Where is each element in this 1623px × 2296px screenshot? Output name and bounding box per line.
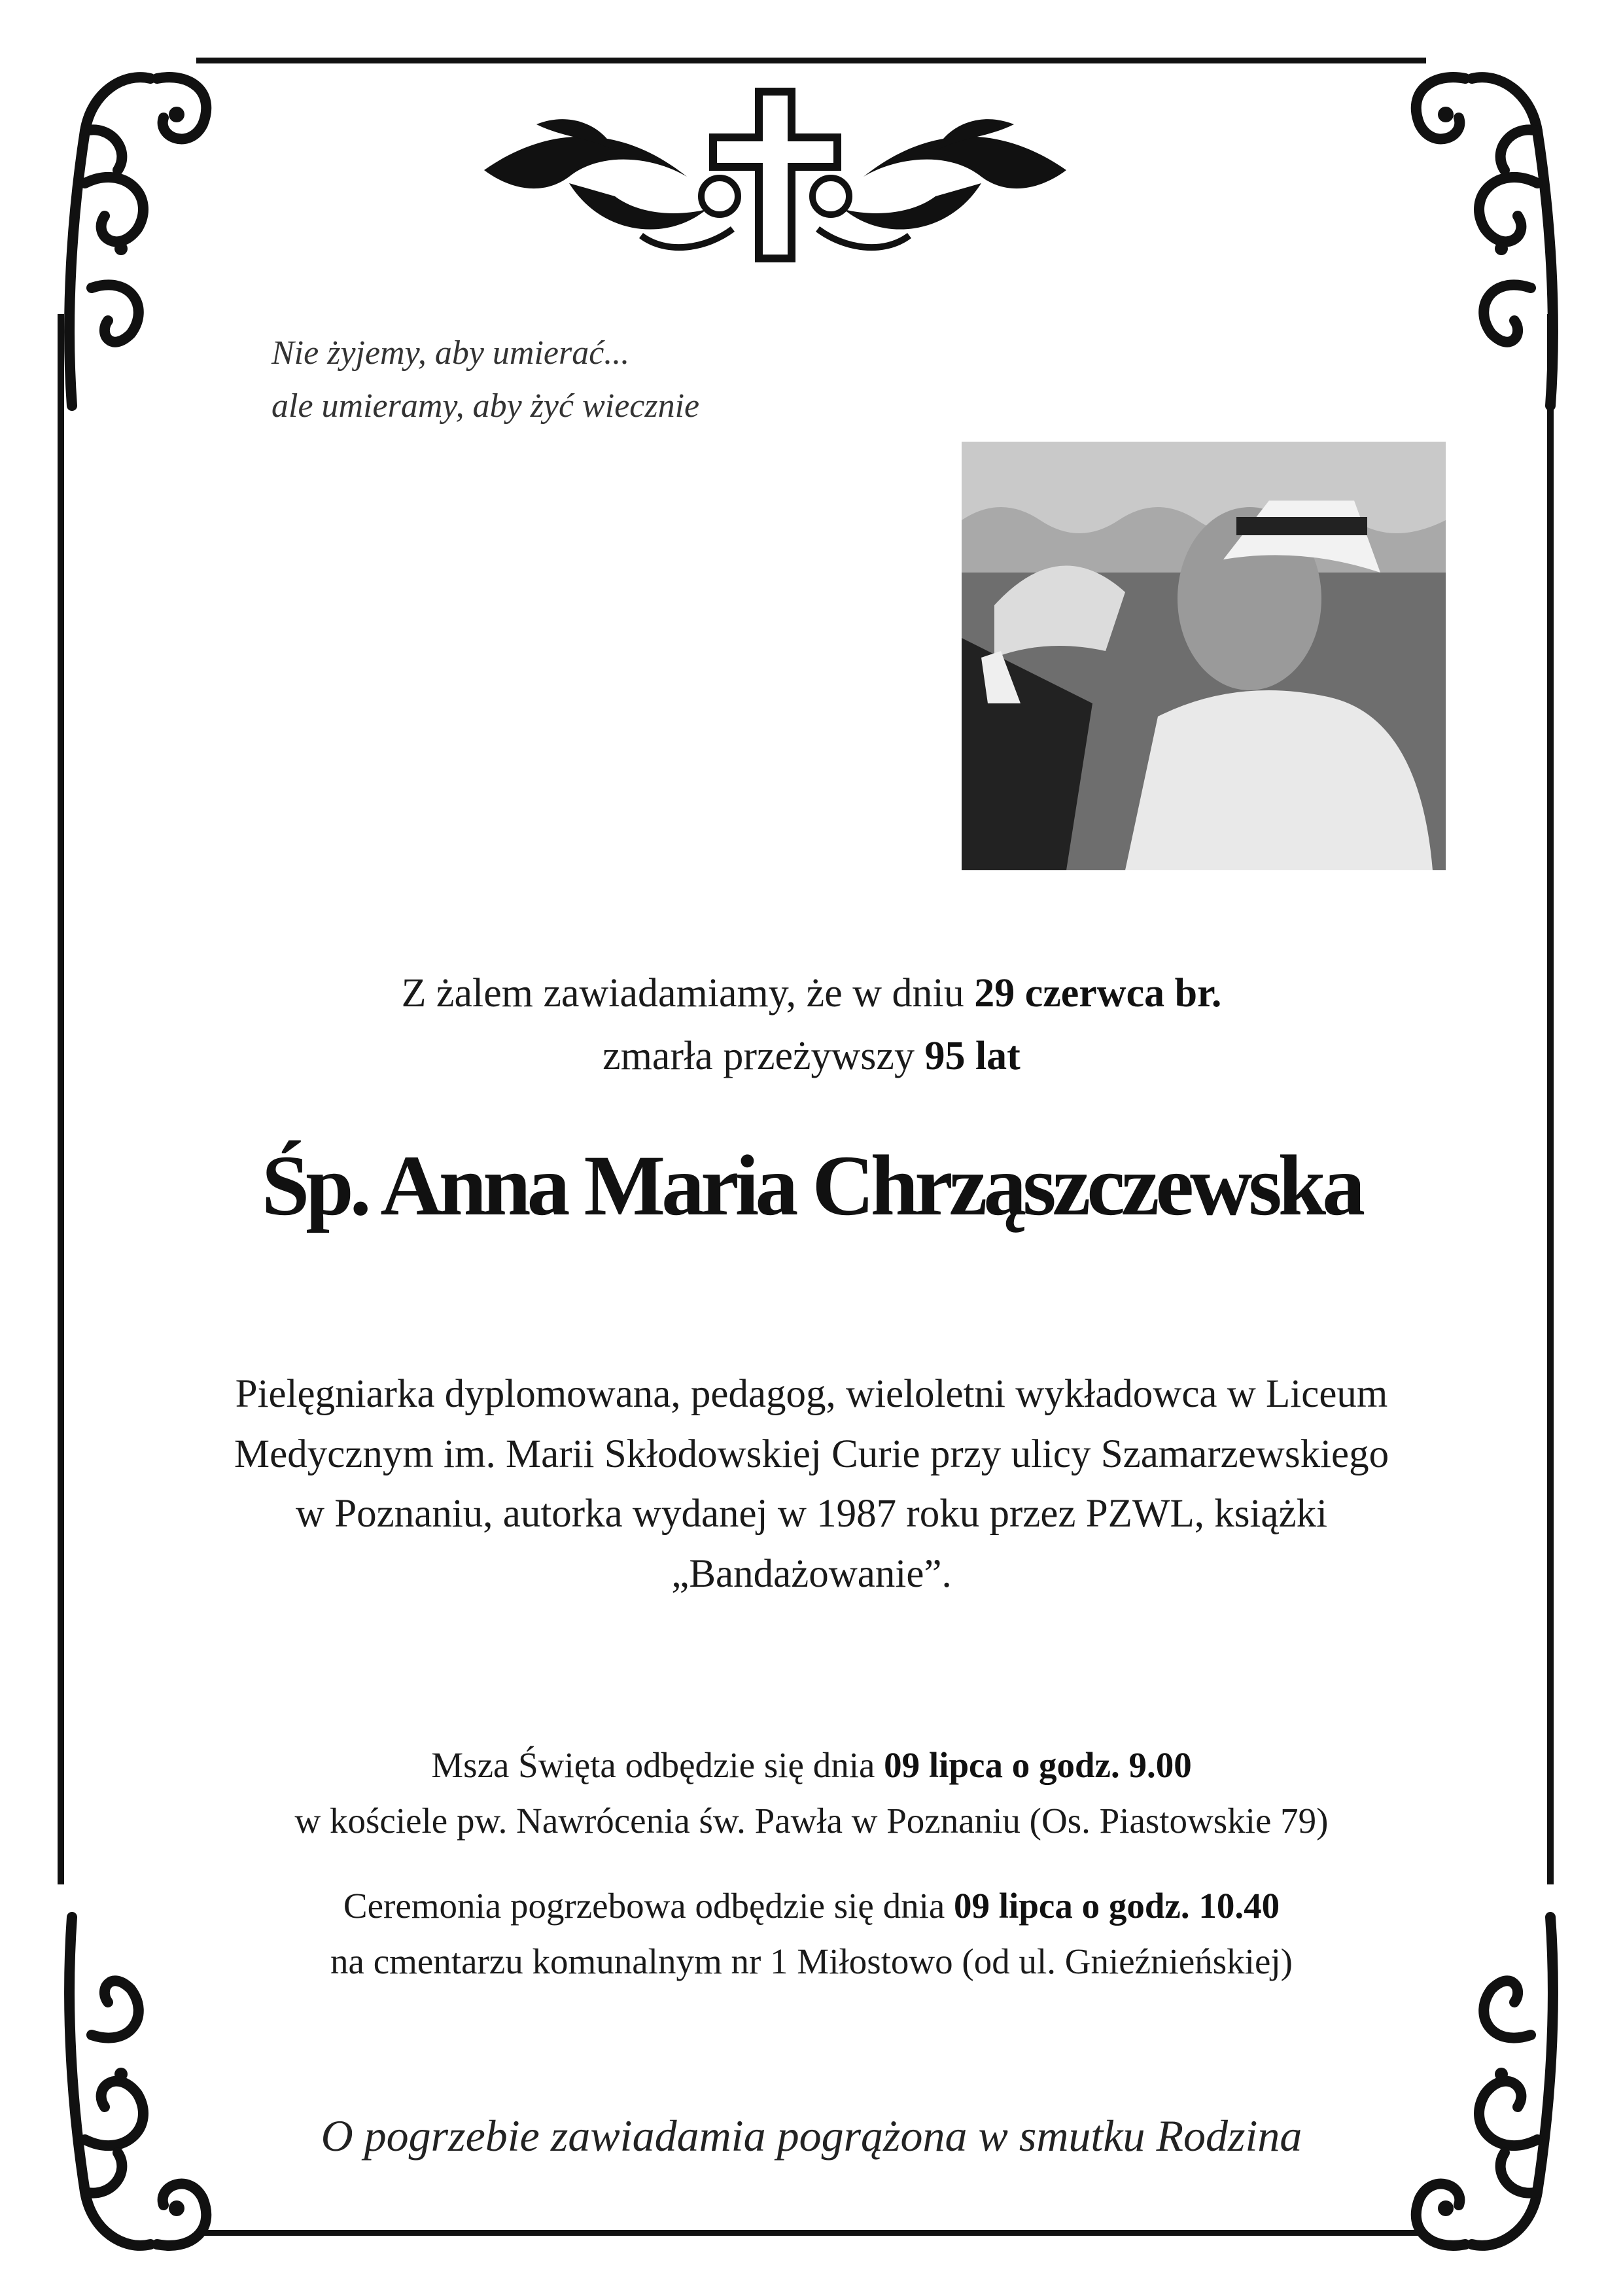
motto — [271, 327, 699, 433]
frame-top-border — [196, 58, 1426, 63]
death-notice — [0, 962, 1623, 1087]
bio-line: „Bandażowanie”. — [671, 1551, 952, 1596]
corner-ornament-icon — [46, 52, 242, 419]
bio-line: Pielęgniarka dyplomowana, pedagog, wieloletni wykładowca w Liceum — [235, 1372, 1388, 1416]
frame-left-border — [58, 314, 64, 1884]
biography — [0, 1364, 1623, 1604]
corner-ornament-icon — [1380, 52, 1577, 419]
deceased-name: Śp. Anna Maria Chrząszczewska — [261, 1137, 1362, 1233]
frame-right-border — [1547, 314, 1554, 1884]
ceremony-line — [0, 1878, 1623, 1934]
motto-line: Nie żyjemy, aby umierać... — [271, 334, 630, 372]
bio-line: Medycznym im. Marii Skłodowskiej Curie przy ulicy Szamarzewskiego — [234, 1432, 1389, 1476]
frame-bottom-border — [196, 2230, 1426, 2236]
notice-text: zmarła przeżywszy — [602, 1034, 925, 1079]
notice-text: Z żalem zawiadamiamy, że w dniu — [401, 971, 975, 1016]
notice-line — [0, 1025, 1623, 1087]
portrait-photo — [962, 442, 1446, 870]
mass-datetime: 09 lipca o godz. 9.00 — [884, 1745, 1192, 1785]
mass-text: Msza Święta odbędzie się dnia — [431, 1745, 884, 1785]
ceremony-location: na cmentarzu komunalnym nr 1 Miłostowo (od ul. Gnieźnieńskiej) — [330, 1941, 1293, 1982]
notice-line — [0, 962, 1623, 1025]
death-date: 29 czerwca br. — [974, 971, 1222, 1016]
cross-with-flourishes-icon — [471, 85, 1079, 268]
ceremony-datetime: 09 lipca o godz. 10.40 — [954, 1886, 1280, 1926]
age: 95 lat — [924, 1034, 1021, 1079]
mass-location: w kościele pw. Nawrócenia św. Pawła w Poznaniu (Os. Piastowskie 79) — [294, 1801, 1329, 1841]
ceremony-info — [0, 1878, 1623, 1990]
mass-info — [0, 1737, 1623, 1849]
mass-line — [0, 1737, 1623, 1793]
ceremony-text: Ceremonia pogrzebowa odbędzie się dnia — [343, 1886, 954, 1926]
family-closing: O pogrzebie zawiadamia pogrążona w smutku Rodzina — [321, 2111, 1302, 2161]
bio-line: w Poznaniu, autorka wydanej w 1987 roku przez PZWL, książki — [295, 1492, 1328, 1536]
motto-line: ale umieramy, aby żyć wiecznie — [271, 387, 700, 425]
